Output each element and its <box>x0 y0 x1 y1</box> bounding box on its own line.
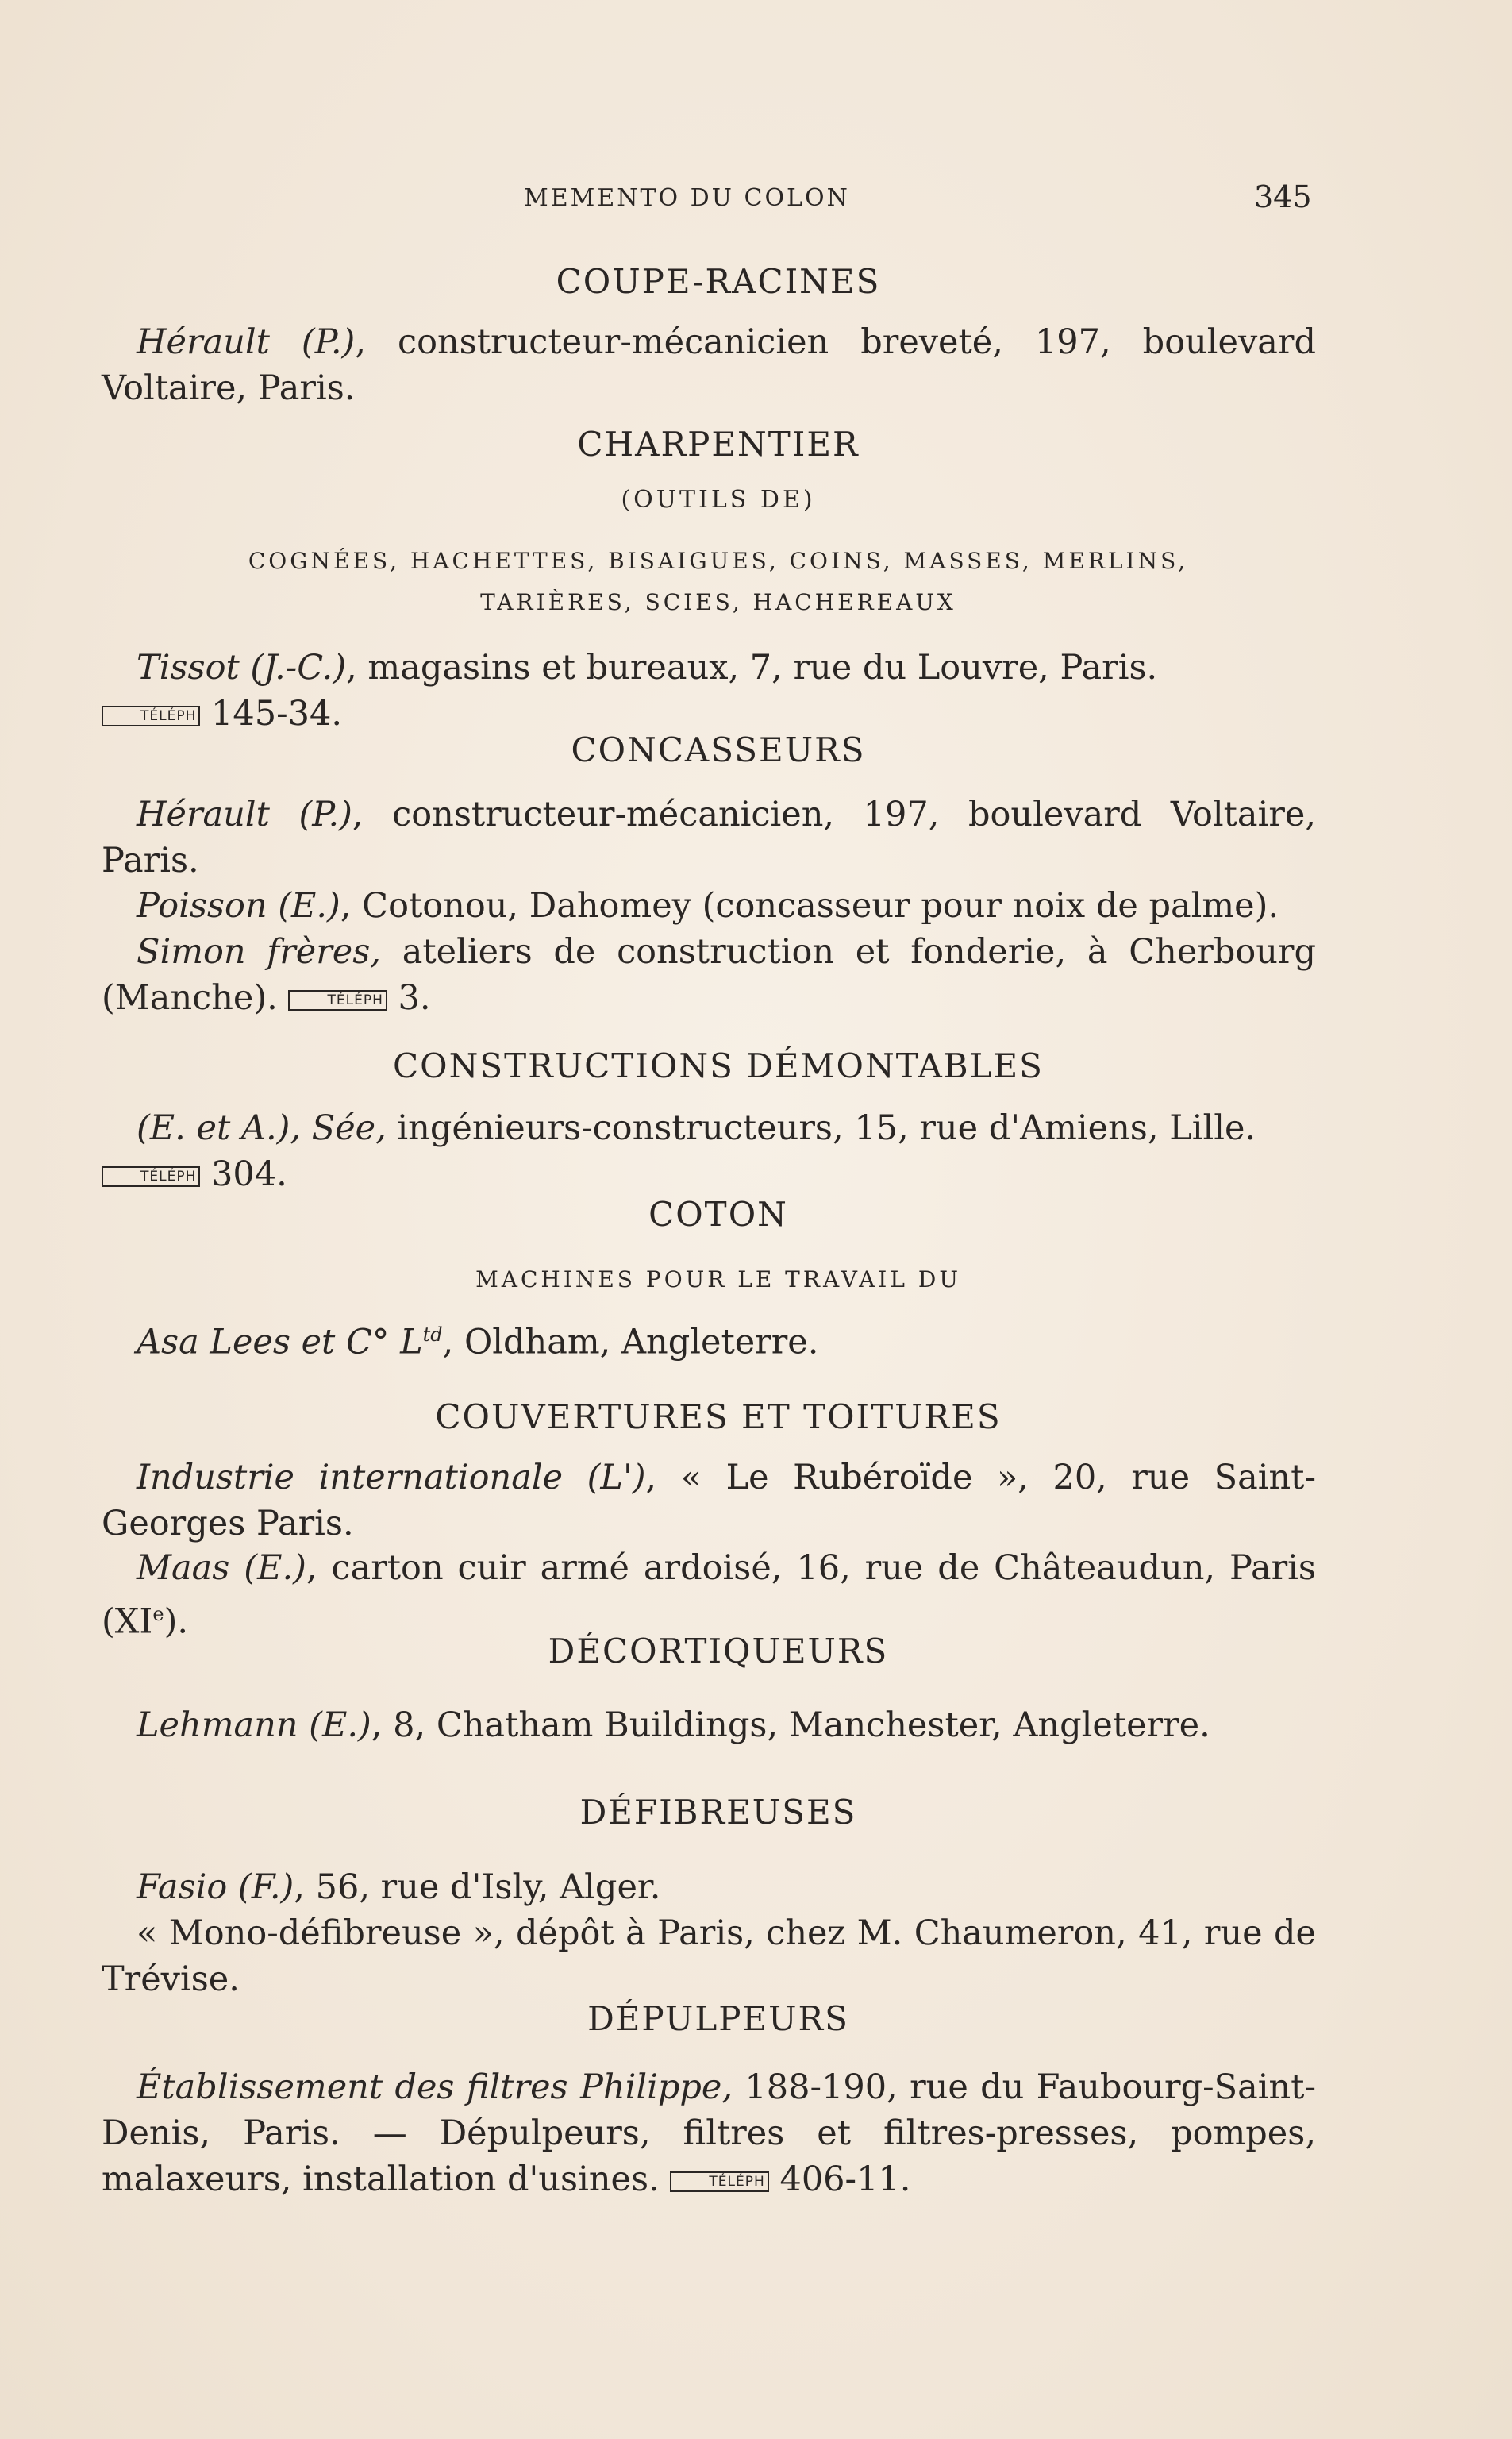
entry-see <box>102 1105 1316 1197</box>
entry-text: , Cotonou, Dahomey (concasseur pour noix de palme). <box>340 886 1279 926</box>
entry-text: « Mono-défibreuse », dépôt à Paris, chez M. Chaumeron, 41, rue de Trévise. <box>102 1913 1316 1999</box>
entry-fasio <box>102 1864 1316 1910</box>
running-header: MEMENTO DU COLON <box>524 184 850 212</box>
section-title-decortiqueurs: DÉCORTIQUEURS <box>548 1632 889 1670</box>
section-title-depulpeurs: DÉPULPEURS <box>587 1999 849 2038</box>
entry-name: Établissement des filtres Philippe, <box>137 2067 733 2107</box>
entry-text: , 56, rue d'Isly, Alger. <box>294 1867 661 1907</box>
entry-tissot <box>102 645 1316 737</box>
entry-name: Fasio (F.) <box>137 1867 294 1907</box>
entry-text: , magasins et bureaux, 7, rue du Louvre, Paris. <box>346 648 1158 688</box>
section-title-couvertures: COUVERTURES ET TOITURES <box>435 1397 1002 1436</box>
entry-name: Maas (E.) <box>137 1548 306 1588</box>
entry-name: Lehmann (E.) <box>137 1705 371 1745</box>
section-subtitle: MACHINES POUR LE TRAVAIL DU <box>475 1266 961 1293</box>
entry-name: Industrie internationale (L') <box>137 1458 646 1497</box>
telephone-number: 304. <box>211 1154 287 1194</box>
telephone-icon: TÉLÉPH <box>102 706 200 726</box>
telephone-icon: TÉLÉPH <box>288 990 387 1011</box>
entry-text: ingénieurs-constructeurs, 15, rue d'Amiens, Lille. <box>386 1108 1256 1148</box>
section-title-charpentier: CHARPENTIER <box>577 425 860 464</box>
entry-name: Asa Lees et C° L <box>137 1322 423 1362</box>
entry-text: , « Le Rubéroïde », 20, rue Saint-Georges Paris. <box>102 1458 1316 1543</box>
section-subtitle: TARIÈRES, SCIES, HACHEREAUX <box>480 589 956 615</box>
telephone-icon: TÉLÉPH <box>102 1166 200 1187</box>
section-title-coton: COTON <box>648 1195 788 1234</box>
entry-lehmann <box>102 1702 1316 1748</box>
entry-name-sup: td <box>422 1324 443 1346</box>
entry-text: , constructeur-mécanicien, 197, boulevard Voltaire, Paris. <box>102 795 1316 880</box>
section-subtitle: COGNÉES, HACHETTES, BISAIGUES, COINS, MASSES, MERLINS, <box>248 548 1189 574</box>
entry-name: Simon frères, <box>137 932 381 972</box>
entry-simon-freres <box>102 929 1316 1021</box>
telephone-icon: TÉLÉPH <box>670 2171 768 2192</box>
entry-text-end: ). <box>164 1601 189 1642</box>
entry-name: Tissot (J.-C.) <box>137 648 347 688</box>
section-title-defibreuses: DÉFIBREUSES <box>579 1793 857 1832</box>
entry-text: , constructeur-mécanicien breveté, 197, boulevard Voltaire, Paris. <box>102 322 1316 408</box>
entry-text: ateliers de construction et fonderie, à Cherbourg (Manche). <box>102 932 1317 1018</box>
page-number: 345 <box>1254 179 1312 214</box>
entry-name: Hérault (P.) <box>137 322 356 362</box>
entry-mono-defibreuse <box>102 1910 1316 2002</box>
section-title-constructions: CONSTRUCTIONS DÉMONTABLES <box>393 1046 1044 1085</box>
entry-text: 188-190, rue du Faubourg-Saint-Denis, Paris. — Dépulpeurs, filtres et filtres-presses, pompes, malaxeurs, installation d'usines. <box>102 2067 1316 2199</box>
entry-sup: e <box>152 1603 164 1625</box>
entry-name: Hérault (P.) <box>137 795 352 834</box>
entry-philippe <box>102 2064 1316 2202</box>
telephone-number: 3. <box>398 978 431 1018</box>
entry-herault-coupe <box>102 319 1316 411</box>
entry-name: (E. et A.), Sée, <box>137 1108 387 1148</box>
telephone-number: 406-11. <box>779 2160 911 2199</box>
entry-text: , Oldham, Angleterre. <box>442 1322 819 1362</box>
entry-text: , carton cuir armé ardoisé, 16, rue de Châteaudun, Paris (XI <box>102 1548 1316 1642</box>
entry-industrie <box>102 1455 1316 1547</box>
entry-poisson <box>102 883 1316 929</box>
entry-asa-lees <box>102 1312 1316 1365</box>
entry-text: , 8, Chatham Buildings, Manchester, Angleterre. <box>371 1705 1210 1745</box>
telephone-number: 145-34. <box>211 694 343 734</box>
entry-name: Poisson (E.) <box>137 886 340 926</box>
entry-maas <box>102 1545 1316 1644</box>
section-title-concasseurs: CONCASSEURS <box>571 730 866 769</box>
section-subtitle: (OUTILS DE) <box>621 486 816 514</box>
entry-herault-concasseurs <box>102 792 1316 884</box>
section-title-coupe-racines: COUPE-RACINES <box>556 262 881 301</box>
